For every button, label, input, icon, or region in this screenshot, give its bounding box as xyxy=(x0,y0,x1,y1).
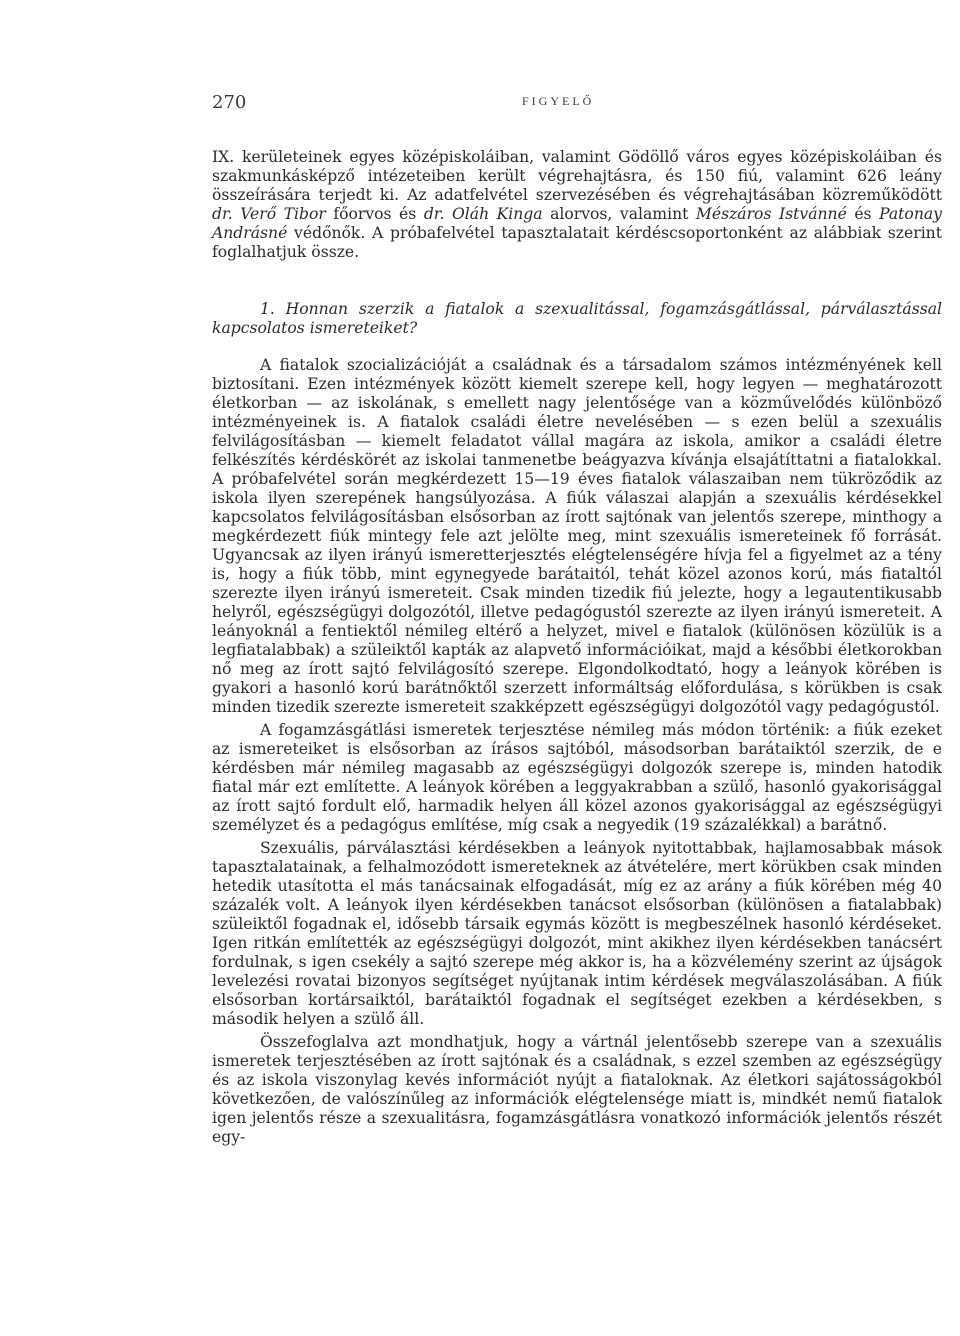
body-paragraph: A fiatalok szocializációját a családnak és a társadalom számos intézményének kell biztosítani. Ezen intézmények között kiemelt szerepe kell, hogy legyen — meghatározott életkorban — az iskolának, s emellett nagy jelentősége van a közművelődés különböző intézményeinek is. A fiatalok családi életre nevelésében — s ezen belül a szexuális felvilágosításban — kiemelt feladatot vállal magára az iskola, amikor a családi életre felkészítés kérdéskörét az iskolai tanmenetbe beágyazva kívánja elsajátíttatni a fiatalokkal. A próbafelvétel során megkérdezett 15—19 éves fiatalok válaszaiban nem tükröződik az iskola ilyen szerepének hangsúlyozása. A fiúk válaszai alapján a szexuális kérdésekkel kapcsolatos felvilágosításban elsősorban az írott sajtónak van jelentős szerepe, minthogy a megkérdezett fiúk mintegy fele azt jelölte meg, mint szexuális ismereteinek fő forrását. Ugyancsak az ilyen irányú ismeretterjesztés elégtelenségére hívja fel a figyelmet az a tény is, hogy a fiúk több, mint egynegyede barátaitól, tehát közel azonos korú, más fiataltól szerezte ilyen irányú ismereteit. Csak minden tizedik fiú jelezte, hogy a legautentikusabb helyről, egészségügyi dolgozótól, illetve pedagógustól szerezte az ilyen irányú ismereteit. A leányoknál a fentiektől némileg eltérő a helyzet, mivel e fiatalok (különösen közülük is a legfiatalabbak) a szüleiktől kapták az alapvető információikat, majd a későbbi életkorokban nő meg az írott sajtó felvilágosító szerepe. Elgondolkodtató, hogy a leányok körében is gyakori a hasonló korú barátnőktől szerzett informáltság előfordulása, s körükben is csak minden tizedik szerezte ismereteit szakképzett egészségügyi dolgozótól vagy pedagógustól. xyxy=(212,356,942,716)
person-name-olah: dr. Oláh Kinga xyxy=(423,205,543,223)
intro-text-5: védőnők. A próbafelvétel tapasztalatait kérdéscsoportonként az alábbiak szerint foglalhatjuk össze. xyxy=(212,224,942,261)
person-name-meszaros: Mészáros Istvánné xyxy=(695,205,847,223)
intro-text-1: IX. kerületeinek egyes középiskoláiban, valamint Gödöllő város egyes középiskoláiban és szakmunkásképző intézeteiben került végrehajtásra, és 150 fiú, valamint 626 leány összeírására terjedt ki. Az adatfelvétel szervezésében és végrehajtásában közreműködött xyxy=(212,148,942,204)
page-header xyxy=(212,92,942,122)
intro-text-2: főorvos és xyxy=(325,205,424,223)
body-paragraph: Szexuális, párválasztási kérdésekben a leányok nyitottabbak, hajlamosabbak mások tapasztalatainak, a felhalmozódott ismereteknek az átvételére, mert körükben csak minden hetedik utasította el más tanácsainak elfogadását, míg ez az arány a fiúk körében még 40 százalék volt. A leányok ilyen kérdésekben tanácsot elsősorban (különösen a fiatalabbak) szüleiktől fogadnak el, idősebb társaik egymás között is megbeszélnek hasonló kérdéseket. Igen ritkán említették az egészségügyi dolgozót, mint akikhez ilyen kérdésekben tanácsért fordulnak, s igen csekély a sajtó szerepe még akkor is, ha a közvélemény szerint az újságok levelezési rovatai bizonyos segítséget nyújtanak intim kérdések megválaszolásában. A fiúk elsősorban kortársaiktól, barátaiktól fogadnak el segítséget ezekben a kérdésekben, s második helyen a szülő áll. xyxy=(212,839,942,1028)
section-heading: 1. Honnan szerzik a fiatalok a szexualitással, fogamzásgátlással, párválasztással kapcsolatos ismereteiket? xyxy=(212,300,942,337)
running-title: FIGYELŐ xyxy=(522,94,595,108)
person-name-patonay: Patonay Andrásné xyxy=(212,205,942,242)
body-paragraph: Összefoglalva azt mondhatjuk, hogy a vártnál jelentősebb szerepe van a szexuális ismeretek terjesztésében az írott sajtónak és a családnak, s ezzel szemben az egészségügy és az iskola viszonylag kevés információt nyújt a fiataloknak. Az életkori sajátosságokból következően, de valószínűleg az információk elégtelensége miatt is, mindkét nemű fiatalok igen jelentős része a szexualitásra, fogamzásgátlásra vonatkozó információk jelentős részét egy- xyxy=(212,1033,942,1146)
intro-text-3: alorvos, valamint xyxy=(542,205,696,223)
article-body xyxy=(212,148,942,1147)
intro-paragraph xyxy=(212,148,942,262)
page-number: 270 xyxy=(212,92,247,113)
person-name-vero: dr. Verő Tibor xyxy=(212,205,326,223)
body-paragraph: A fogamzásgátlási ismeretek terjesztése némileg más módon történik: a fiúk ezeket az ismereteiket is elsősorban az írásos sajtóból, másodsorban barátaiktól szerzik, de e kérdésben már némileg magasabb az egészségügyi dolgozók szerepe is, minden hatodik fiatal már ezt említette. A leányok körében a leggyakrabban a szülő, hasonló gyakorisággal az írott sajtó fordult elő, harmadik helyen áll közel azonos gyakorisággal az egészségügyi személyzet és a pedagógus említése, míg csak a negyedik (19 százalékkal) a barátnő. xyxy=(212,721,942,834)
intro-text-4: és xyxy=(846,205,880,223)
